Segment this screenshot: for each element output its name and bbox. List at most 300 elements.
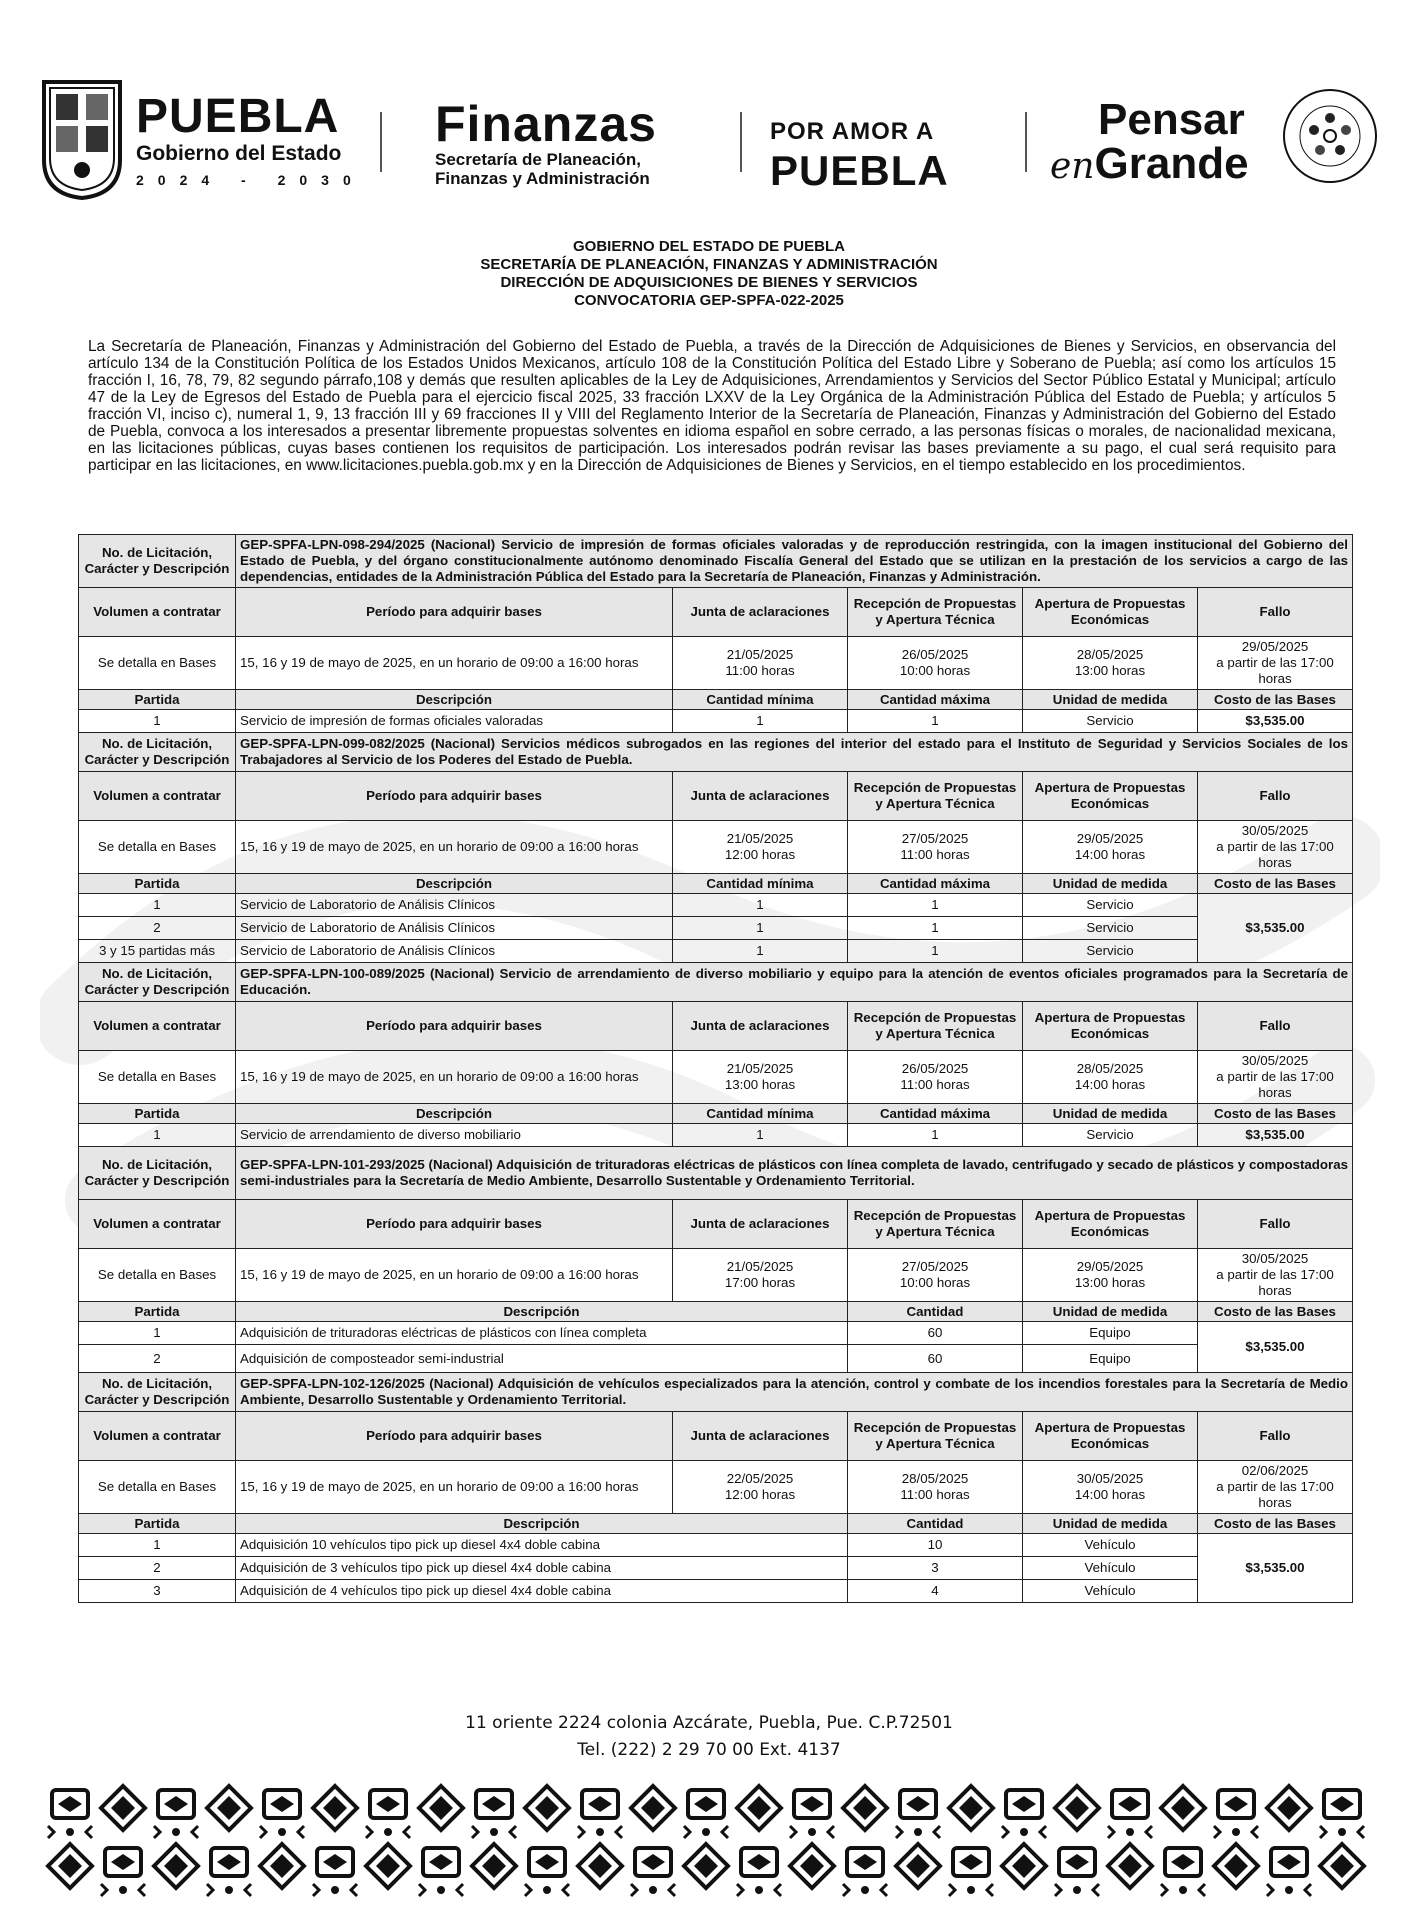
lic-title-cell (236, 535, 1353, 588)
junta-cell (673, 821, 848, 874)
volumen-header (79, 1002, 236, 1051)
recepcion-line2: 10:00 horas (899, 1275, 971, 1290)
heading-line-3: DIRECCIÓN DE ADQUISICIONES DE BIENES Y SERVICIOS (500, 274, 918, 291)
fallo-line1: 30/05/2025 (1241, 823, 1309, 838)
costo-header (1198, 1514, 1353, 1534)
cantidad-cell-text: 60 (927, 1325, 943, 1340)
junta-header (673, 1412, 848, 1461)
lic-label-cell (79, 733, 236, 772)
partida-row (79, 710, 1353, 733)
apertura-header-text: Apertura de Propuestas Económicas (1034, 596, 1186, 627)
fallo-cell (1198, 1249, 1353, 1302)
volumen-header (79, 772, 236, 821)
periodo-header-text: Período para adquirir bases (366, 1216, 542, 1231)
fallo-cell (1198, 1051, 1353, 1104)
partida-row (79, 917, 1353, 940)
unidad-header-text: Unidad de medida (1052, 1303, 1168, 1319)
cant-min-cell (673, 940, 848, 963)
descripcion-cell-text: Servicio de arrendamiento de diverso mobiliario (240, 1127, 521, 1142)
junta-line2: 12:00 horas (724, 1487, 796, 1502)
unidad-header-text: Unidad de medida (1052, 1515, 1168, 1531)
recepcion-cell (848, 1051, 1023, 1104)
apertura-cell (1023, 637, 1198, 690)
partida-cell-text: 1 (153, 1325, 161, 1340)
fallo-line2: a partir de las 17:00 horas (1216, 839, 1334, 870)
unidad-cell (1023, 917, 1198, 940)
unidad-cell (1023, 710, 1198, 733)
junta-line2: 11:00 horas (725, 663, 795, 678)
unidad-cell-text: Vehículo (1084, 1560, 1136, 1575)
cant-min-cell-text: 1 (756, 920, 764, 935)
puebla-shield-icon (40, 76, 124, 200)
partidas-header-row (79, 1104, 1353, 1124)
cant-min-cell (673, 917, 848, 940)
cant-min-header-text: Cantidad mínima (706, 691, 814, 707)
fallo-line1: 30/05/2025 (1241, 1053, 1309, 1068)
descripcion-cell-text: Servicio de Laboratorio de Análisis Clínicos (240, 920, 495, 935)
apertura-line2: 14:00 horas (1074, 1487, 1146, 1502)
cantidad-cell (848, 1345, 1023, 1373)
partida-cell (79, 917, 236, 940)
partida-header-text: Partida (134, 875, 180, 891)
periodo-header (236, 1200, 673, 1249)
cant-max-cell (848, 917, 1023, 940)
recepcion-line1: 26/05/2025 (901, 647, 969, 662)
volumen-header-text: Volumen a contratar (93, 604, 221, 619)
apertura-cell (1023, 821, 1198, 874)
recepcion-header-text: Recepción de Propuestas y Apertura Técnica (853, 1208, 1017, 1239)
periodo-cell-text: 15, 16 y 19 de mayo de 2025, en un horario de 09:00 a 16:00 horas (240, 839, 639, 854)
partida-cell (79, 1557, 236, 1580)
apertura-cell (1023, 1461, 1198, 1514)
unidad-header (1023, 1104, 1198, 1124)
volumen-header-text: Volumen a contratar (93, 1018, 221, 1033)
periodo-cell (236, 1051, 673, 1104)
recepcion-header-text: Recepción de Propuestas y Apertura Técnica (853, 1010, 1017, 1041)
descripcion-cell-text: Servicio de Laboratorio de Análisis Clínicos (240, 897, 495, 912)
apertura-header-text: Apertura de Propuestas Económicas (1034, 1010, 1186, 1041)
costo-header (1198, 874, 1353, 894)
lic-title-cell (236, 963, 1353, 1002)
schedule-row (79, 821, 1353, 874)
partida-cell (79, 1534, 236, 1557)
licitacion-title-row (79, 1147, 1353, 1200)
junta-cell (673, 1051, 848, 1104)
junta-line1: 21/05/2025 (726, 831, 794, 846)
cant-min-header (673, 690, 848, 710)
partida-header (79, 1514, 236, 1534)
descripcion-cell (236, 917, 673, 940)
apertura-line1: 29/05/2025 (1076, 1259, 1144, 1274)
costo-header-text: Costo de las Bases (1214, 691, 1336, 707)
header-logos (40, 76, 1380, 206)
partida-cell-text: 1 (153, 713, 161, 728)
periodo-header-text: Período para adquirir bases (366, 1018, 542, 1033)
lic-label-cell-text: No. de Licitación, Carácter y Descripción (84, 545, 230, 576)
descripcion-header (236, 874, 673, 894)
volumen-header-text: Volumen a contratar (93, 788, 221, 803)
cant-min-header-text: Cantidad mínima (706, 1105, 814, 1121)
cant-max-cell (848, 1124, 1023, 1147)
cant-max-header-text: Cantidad máxima (879, 1105, 991, 1121)
junta-cell (673, 637, 848, 690)
descripcion-cell (236, 1557, 848, 1580)
logo-divider (380, 112, 382, 172)
costo-header-text: Costo de las Bases (1214, 875, 1336, 891)
volumen-header (79, 1412, 236, 1461)
recepcion-header-text: Recepción de Propuestas y Apertura Técnica (853, 780, 1017, 811)
unidad-cell-text: Servicio (1086, 943, 1134, 958)
apertura-header (1023, 1002, 1198, 1051)
fallo-line1: 30/05/2025 (1241, 1251, 1309, 1266)
fallo-header (1198, 772, 1353, 821)
logo-divider (740, 112, 742, 172)
unidad-cell (1023, 894, 1198, 917)
descripcion-header (236, 1302, 848, 1322)
partidas-header-row (79, 1514, 1353, 1534)
cantidad-header (848, 1302, 1023, 1322)
partida-cell (79, 1345, 236, 1373)
partida-cell-text: 2 (153, 920, 161, 935)
schedule-row (79, 1461, 1353, 1514)
recepcion-header-text: Recepción de Propuestas y Apertura Técnica (853, 596, 1017, 627)
pensar-logo-line1: Pensar (1098, 95, 1245, 144)
fallo-header-text: Fallo (1259, 604, 1291, 619)
volumen-cell (79, 1461, 236, 1514)
partida-row (79, 1345, 1353, 1373)
costo-cell-text: $3,535.00 (1245, 1339, 1305, 1354)
junta-line2: 12:00 horas (724, 847, 796, 862)
cant-min-header (673, 874, 848, 894)
costo-cell (1198, 894, 1353, 963)
periodo-cell-text: 15, 16 y 19 de mayo de 2025, en un horario de 09:00 a 16:00 horas (240, 1479, 639, 1494)
fallo-line1: 02/06/2025 (1241, 1463, 1309, 1478)
partida-row (79, 1322, 1353, 1345)
cant-max-cell-text: 1 (931, 897, 939, 912)
volumen-cell-text: Se detalla en Bases (97, 655, 217, 670)
junta-header (673, 772, 848, 821)
descripcion-cell-text: Servicio de Laboratorio de Análisis Clínicos (240, 943, 495, 958)
descripcion-cell (236, 1124, 673, 1147)
finanzas-logo-sub2: Finanzas y Administración (435, 169, 650, 188)
unidad-cell-text: Vehículo (1084, 1537, 1136, 1552)
lic-label-cell (79, 1147, 236, 1200)
pensar-logo-en: en (1050, 146, 1095, 187)
junta-line1: 22/05/2025 (726, 1471, 794, 1486)
cant-max-header-text: Cantidad máxima (879, 691, 991, 707)
junta-line1: 21/05/2025 (726, 1061, 794, 1076)
recepcion-header (848, 772, 1023, 821)
unidad-header (1023, 1514, 1198, 1534)
junta-header-text: Junta de aclaraciones (690, 1216, 830, 1231)
volumen-header-text: Volumen a contratar (93, 1428, 221, 1443)
partidas-header-row (79, 874, 1353, 894)
descripcion-header-text: Descripción (503, 1303, 580, 1319)
cant-max-cell-text: 1 (931, 943, 939, 958)
fallo-cell (1198, 821, 1353, 874)
apertura-header (1023, 1412, 1198, 1461)
lic-label-cell-text: No. de Licitación, Carácter y Descripción (84, 1157, 230, 1188)
junta-header-text: Junta de aclaraciones (690, 1018, 830, 1033)
recepcion-header (848, 1200, 1023, 1249)
apertura-header (1023, 772, 1198, 821)
costo-cell-text: $3,535.00 (1245, 713, 1305, 728)
lic-title-cell (236, 1147, 1353, 1200)
cantidad-header-text: Cantidad (906, 1303, 964, 1319)
descripcion-cell-text: Adquisición de trituradoras eléctricas de plásticos con línea completa (240, 1325, 647, 1340)
recepcion-header-text: Recepción de Propuestas y Apertura Técnica (853, 1420, 1017, 1451)
fallo-header (1198, 1002, 1353, 1051)
lic-label-cell (79, 535, 236, 588)
apertura-line2: 13:00 horas (1074, 1275, 1146, 1290)
cantidad-header (848, 1514, 1023, 1534)
recepcion-line2: 11:00 horas (900, 1487, 970, 1502)
lic-title-cell-text: GEP-SPFA-LPN-099-082/2025 (Nacional) Servicios médicos subrogados en las regiones del interior del estado para el Instituto de Seguridad y Servicios Sociales de los Trabajadores al Servicio de los Poderes del Estado de Puebla. (240, 736, 1348, 767)
costo-header-text: Costo de las Bases (1214, 1515, 1336, 1531)
costo-header-text: Costo de las Bases (1214, 1105, 1336, 1121)
fallo-header (1198, 1412, 1353, 1461)
partida-cell-text: 2 (153, 1560, 161, 1575)
costo-cell (1198, 1124, 1353, 1147)
fallo-line1: 29/05/2025 (1241, 639, 1309, 654)
costo-header (1198, 1104, 1353, 1124)
cantidad-cell-text: 3 (931, 1560, 939, 1575)
descripcion-cell-text: Adquisición de 3 vehículos tipo pick up diesel 4x4 doble cabina (240, 1560, 612, 1575)
descripcion-header-text: Descripción (415, 875, 493, 891)
partida-cell-text: 2 (153, 1350, 161, 1366)
schedule-header-row (79, 588, 1353, 637)
junta-header (673, 588, 848, 637)
lic-title-cell-text: GEP-SPFA-LPN-102-126/2025 (Nacional) Adquisición de vehículos especializados para la atención, control y combate de los incendios forestales para la Secretaría de Medio Ambiente, Desarrollo Sustentable y Ordenamiento Territorial. (240, 1376, 1348, 1407)
costo-header-text: Costo de las Bases (1214, 1303, 1336, 1319)
unidad-header (1023, 874, 1198, 894)
junta-line1: 21/05/2025 (726, 647, 794, 662)
volumen-cell-text: Se detalla en Bases (97, 1069, 217, 1084)
junta-header (673, 1002, 848, 1051)
recepcion-line2: 11:00 horas (900, 1077, 970, 1092)
equidad-seal-icon (1280, 76, 1380, 200)
unidad-cell-text: Equipo (1089, 1350, 1131, 1366)
footer-address: 11 oriente 2224 colonia Azcárate, Puebla, Pue. C.P.72501 (465, 1713, 953, 1733)
partida-row (79, 1580, 1353, 1603)
licitacion-title-row (79, 535, 1353, 588)
cant-min-cell (673, 1124, 848, 1147)
partida-header (79, 1104, 236, 1124)
costo-cell (1198, 1322, 1353, 1373)
costo-cell-text: $3,535.00 (1245, 1127, 1305, 1142)
licitacion-title-row (79, 963, 1353, 1002)
fallo-line2: a partir de las 17:00 horas (1216, 1267, 1334, 1298)
unidad-cell-text: Servicio (1086, 713, 1134, 728)
pensar-logo-line2: Grande (1094, 139, 1249, 188)
schedule-header-row (79, 1002, 1353, 1051)
descripcion-cell-text: Servicio de impresión de formas oficiales valoradas (240, 713, 544, 728)
descripcion-cell-text: Adquisición de composteador semi-industrial (240, 1350, 504, 1366)
descripcion-cell (236, 1322, 848, 1345)
junta-line2: 17:00 horas (724, 1275, 796, 1290)
apertura-header-text: Apertura de Propuestas Económicas (1034, 1420, 1186, 1451)
volumen-header (79, 588, 236, 637)
amor-logo-line1: POR AMOR A (770, 118, 935, 145)
cantidad-cell (848, 1534, 1023, 1557)
unidad-header-text: Unidad de medida (1052, 691, 1168, 707)
costo-header (1198, 690, 1353, 710)
lic-title-cell-text: GEP-SPFA-LPN-100-089/2025 (Nacional) Servicio de arrendamiento de diverso mobiliario y equipo para la atención de eventos oficiales programados para la Secretaría de Educación. (240, 966, 1348, 997)
schedule-row (79, 1051, 1353, 1104)
schedule-header-row (79, 1412, 1353, 1461)
recepcion-header (848, 1002, 1023, 1051)
apertura-header (1023, 588, 1198, 637)
periodo-cell (236, 1249, 673, 1302)
partidas-header-row (79, 690, 1353, 710)
lic-title-cell-text: GEP-SPFA-LPN-098-294/2025 (Nacional) Servicio de impresión de formas oficiales valoradas y de reproducción restringida, con la imagen institucional del Gobierno del Estado de Puebla, y del órgano constitucionalmente autónomo denominado Fiscalía General del Estado que se utilizan en la prestación de los servicios a cargo de las dependencias, entidades de la Administración Pública del Estado para la Secretaría de Planeación, Finanzas y Administración. (240, 537, 1348, 584)
fallo-line2: a partir de las 17:00 horas (1216, 655, 1334, 686)
partida-cell (79, 710, 236, 733)
volumen-cell (79, 637, 236, 690)
partida-row (79, 894, 1353, 917)
descripcion-cell (236, 1534, 848, 1557)
apertura-line2: 14:00 horas (1074, 847, 1146, 862)
descripcion-header-text: Descripción (415, 1105, 493, 1121)
apertura-header (1023, 1200, 1198, 1249)
finanzas-logo-sub1: Secretaría de Planeación, (435, 150, 641, 169)
cantidad-cell (848, 1580, 1023, 1603)
heading-line-1: GOBIERNO DEL ESTADO DE PUEBLA (573, 238, 845, 255)
cantidad-cell (848, 1557, 1023, 1580)
apertura-line1: 30/05/2025 (1076, 1471, 1144, 1486)
cant-min-header (673, 1104, 848, 1124)
schedule-row (79, 1249, 1353, 1302)
descripcion-header-text: Descripción (503, 1515, 580, 1531)
unidad-cell (1023, 1345, 1198, 1373)
puebla-logo-subtitle: Gobierno del Estado (136, 142, 342, 165)
volumen-cell (79, 1249, 236, 1302)
descripcion-cell (236, 710, 673, 733)
periodo-header (236, 1412, 673, 1461)
apertura-line2: 14:00 horas (1074, 1077, 1146, 1092)
unidad-cell-text: Equipo (1089, 1325, 1131, 1340)
partida-header-text: Partida (134, 1303, 180, 1319)
partida-cell-text: 1 (153, 897, 161, 912)
recepcion-line2: 10:00 horas (899, 663, 971, 678)
descripcion-header (236, 1104, 673, 1124)
lic-title-cell (236, 1373, 1353, 1412)
volumen-cell-text: Se detalla en Bases (97, 839, 217, 854)
fallo-header (1198, 1200, 1353, 1249)
partida-header (79, 690, 236, 710)
volumen-cell-text: Se detalla en Bases (97, 1479, 217, 1494)
partida-row (79, 1534, 1353, 1557)
volumen-header (79, 1200, 236, 1249)
cant-min-cell-text: 1 (756, 943, 764, 958)
cantidad-cell-text: 10 (927, 1537, 943, 1552)
cant-min-header-text: Cantidad mínima (706, 875, 814, 891)
cant-max-header (848, 1104, 1023, 1124)
heading-line-2: SECRETARÍA DE PLANEACIÓN, FINANZAS Y ADMINISTRACIÓN (480, 256, 938, 273)
descripcion-cell (236, 1580, 848, 1603)
lic-label-cell-text: No. de Licitación, Carácter y Descripción (84, 966, 230, 997)
licitacion-title-row (79, 733, 1353, 772)
descripcion-header-text: Descripción (415, 691, 493, 707)
periodo-cell (236, 821, 673, 874)
junta-line1: 21/05/2025 (726, 1259, 794, 1274)
unidad-header-text: Unidad de medida (1052, 1105, 1168, 1121)
costo-cell (1198, 710, 1353, 733)
periodo-cell (236, 1461, 673, 1514)
cant-max-cell-text: 1 (931, 1127, 939, 1142)
fallo-line2: a partir de las 17:00 horas (1216, 1479, 1334, 1510)
unidad-cell-text: Servicio (1086, 1127, 1134, 1142)
cant-min-cell (673, 894, 848, 917)
costo-header (1198, 1302, 1353, 1322)
periodo-header (236, 772, 673, 821)
junta-cell (673, 1461, 848, 1514)
recepcion-line1: 28/05/2025 (901, 1471, 969, 1486)
cant-max-header-text: Cantidad máxima (879, 875, 991, 891)
partida-cell-text: 1 (153, 1537, 161, 1552)
apertura-cell (1023, 1051, 1198, 1104)
lic-label-cell-text: No. de Licitación, Carácter y Descripción (84, 1376, 230, 1407)
junta-header (673, 1200, 848, 1249)
lic-label-cell (79, 1373, 236, 1412)
volumen-cell (79, 1051, 236, 1104)
costo-cell-text: $3,535.00 (1245, 1560, 1305, 1575)
schedule-row (79, 637, 1353, 690)
descripcion-cell-text: Adquisición 10 vehículos tipo pick up diesel 4x4 doble cabina (240, 1537, 600, 1552)
cant-min-cell-text: 1 (756, 713, 764, 728)
partida-cell (79, 894, 236, 917)
recepcion-line1: 27/05/2025 (901, 831, 969, 846)
partida-cell-text: 3 y 15 partidas más (98, 943, 216, 958)
partida-row (79, 1124, 1353, 1147)
footer-pattern-decoration (44, 1778, 1374, 1898)
junta-line2: 13:00 horas (724, 1077, 796, 1092)
fallo-cell (1198, 637, 1353, 690)
descripcion-cell-text: Adquisición de 4 vehículos tipo pick up diesel 4x4 doble cabina (240, 1583, 612, 1598)
fallo-header (1198, 588, 1353, 637)
puebla-logo-word: PUEBLA (136, 90, 340, 143)
fallo-cell (1198, 1461, 1353, 1514)
apertura-line1: 28/05/2025 (1076, 647, 1144, 662)
recepcion-cell (848, 1461, 1023, 1514)
partida-row (79, 940, 1353, 963)
cant-max-cell-text: 1 (931, 713, 939, 728)
partida-header-text: Partida (134, 1105, 180, 1121)
periodo-cell-text: 15, 16 y 19 de mayo de 2025, en un horario de 09:00 a 16:00 horas (240, 1267, 639, 1282)
schedule-header-row (79, 772, 1353, 821)
cant-max-cell-text: 1 (931, 920, 939, 935)
heading-line-4: CONVOCATORIA GEP-SPFA-022-2025 (574, 292, 844, 309)
unidad-cell (1023, 1580, 1198, 1603)
apertura-line2: 13:00 horas (1074, 663, 1146, 678)
schedule-header-row (79, 1200, 1353, 1249)
amor-logo-line2: PUEBLA (770, 147, 949, 194)
unidad-cell (1023, 1124, 1198, 1147)
partida-header-text: Partida (134, 1515, 180, 1531)
periodo-header (236, 1002, 673, 1051)
unidad-cell-text: Servicio (1086, 920, 1134, 935)
unidad-header (1023, 690, 1198, 710)
finanzas-logo-word: Finanzas (435, 96, 657, 152)
cantidad-cell-text: 60 (927, 1350, 943, 1366)
recepcion-cell (848, 821, 1023, 874)
descripcion-cell (236, 940, 673, 963)
periodo-header-text: Período para adquirir bases (366, 1428, 542, 1443)
cant-min-cell-text: 1 (756, 1127, 764, 1142)
footer (0, 1710, 1418, 1764)
puebla-logo-years: 2024 - 2030 (136, 172, 365, 188)
recepcion-line2: 11:00 horas (900, 847, 970, 862)
